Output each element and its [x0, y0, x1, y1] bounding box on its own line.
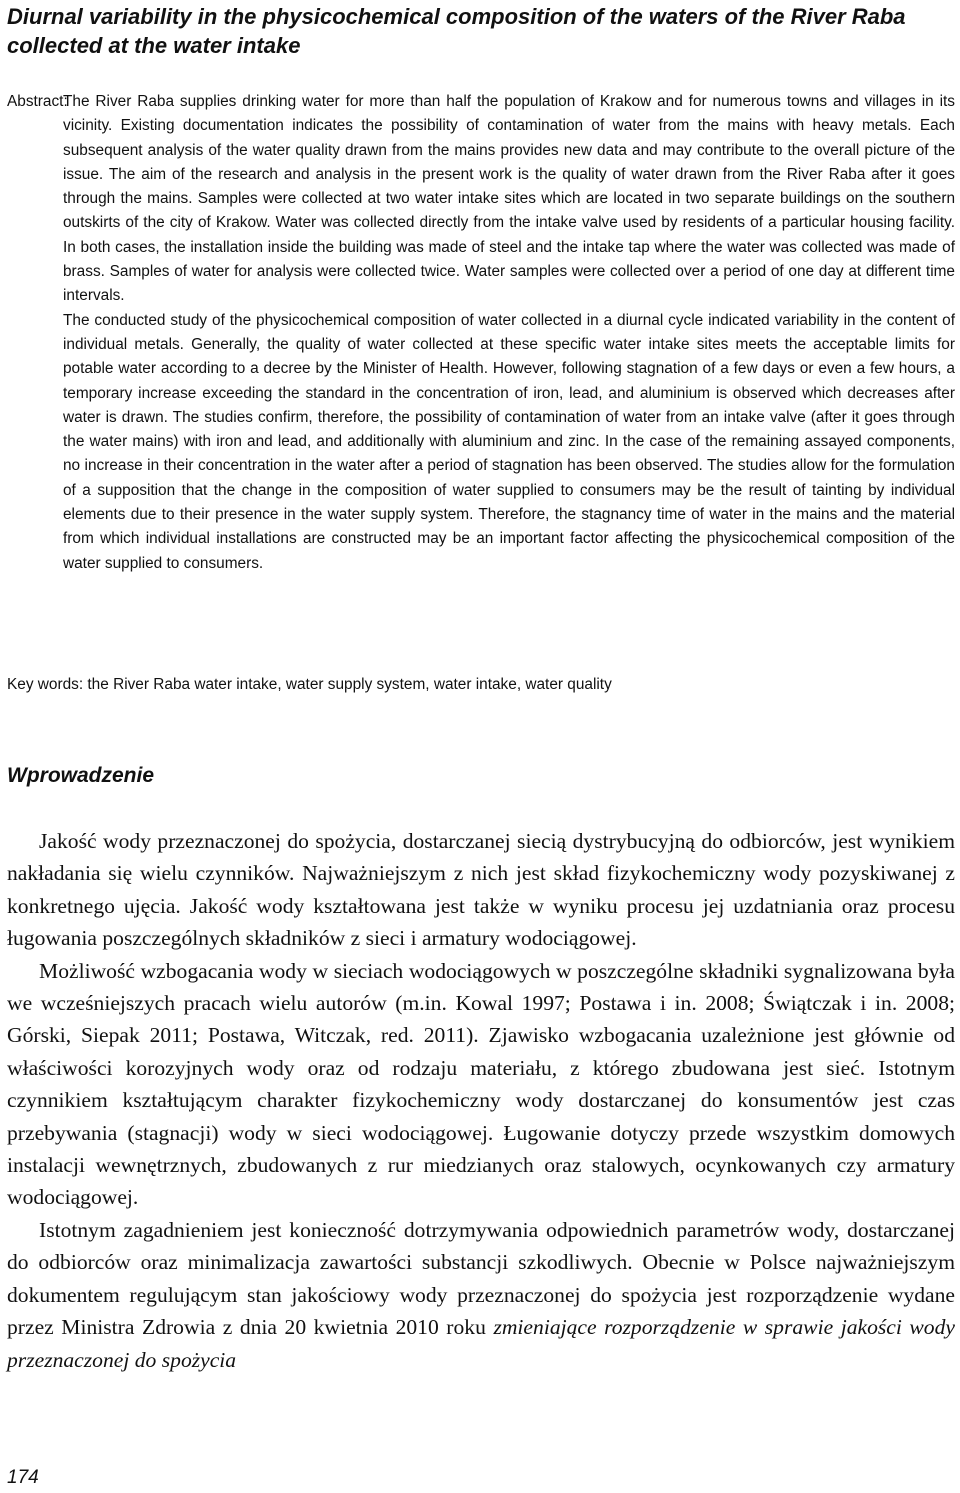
section-heading: Wprowadzenie: [7, 764, 155, 787]
body-paragraph-3: [7, 1214, 955, 1376]
body-paragraph-1: Jakość wody przeznaczonej do spożycia, dostarczanej siecią dystrybucyjną do odbiorców, jest wynikiem nakładania się wielu czynników. Najważniejszym z nich jest skład fizykochemiczny wody pozyskiwanej z konkretnego ujęcia. Jakość wody kształtowana jest także w wyniku procesu jej uzdatniania oraz procesu ługowania poszczególnych składników z sieci i armatury wodociągowej.: [7, 829, 955, 951]
abstract-paragraph-1: The River Raba supplies drinking water for more than half the population of Krakow and for numerous towns and villages in its vicinity. Existing documentation indicates the possibility of contamination of water from the mains with heavy metals. Each subsequent analysis of the water quality drawn from the mains provides new data and may contribute to the overall picture of the issue. The aim of the research and analysis in the present work is the quality of water drawn from the River Raba after it goes through the mains. Samples were collected at two water intake sites which are located in two separate buildings on the southern outskirts of the city of Krakow. Water was collected directly from the intake valve used by residents of a particular housing facility. In both cases, the installation inside the building was made of steel and the intake tap where the water was collected was made of brass. Samples of water for analysis were collected twice. Water samples were collected over a period of one day at different time intervals.: [63, 93, 955, 305]
section-body: [7, 825, 955, 1376]
keywords-line: Key words: the River Raba water intake, water supply system, water intake, water quality: [7, 676, 612, 693]
abstract-label: Abstract:: [7, 93, 68, 110]
abstract-body: [63, 90, 955, 576]
article-title: Diurnal variability in the physicochemical composition of the waters of the River Raba collected at the water intake: [7, 4, 906, 58]
body-paragraph-3-italic: zmieniające rozporządzenie w sprawie jakości wody przeznaczonej do spożycia: [7, 1315, 955, 1372]
body-paragraph-2: Możliwość wzbogacania wody w sieciach wodociągowych w poszczególne składniki sygnalizowana była we wcześniejszych pracach wielu autorów (m.in. Kowal 1997; Postawa i in. 2008; Świątczak i in. 2008; Górski, Siepak 2011; Postawa, Witczak, red. 2011). Zjawisko wzbogacania uzależnione jest głównie od właściwości korozyjnych wody oraz od rodzaju materiału, z którego zbudowana jest sieć. Istotnym czynnikiem kształtującym charakter fizykochemiczny wody dostarczanej do konsumentów jest czas przebywania (stagnacji) wody w sieci wodociągowej. Ługowanie dotyczy przede wszystkim domowych instalacji wewnętrznych, zbudowanych z rur miedzianych oraz stalowych, ocynkowanych czy armatury wodociągowej.: [7, 958, 955, 1210]
abstract-paragraph-2: The conducted study of the physicochemical composition of water collected in a diurnal cycle indicated variability in the content of individual metals. Generally, the quality of water collected at these specific water intake sites meets the acceptable limits for potable water according to a decree by the Minister of Health. However, following stagnation of a few days or even a few hours, a temporary increase exceeding the standard in the concentration of iron, lead, and aluminium is observed which decreases after water is drawn. The studies confirm, therefore, the possibility of contamination of water from an intake valve (after it goes through the water mains) with iron and lead, and additionally with aluminium and zinc. In the case of the remaining assayed components, no increase in their concentration in the water after a period of stagnation has been observed. The studies allow for the formulation of a supposition that the change in the composition of water supplied to consumers may be the result of tainting by individual elements due to their presence in the water supply system. Therefore, the stagnancy time of water in the mains and the material from which individual installations are constructed may be an important factor affecting the physicochemical composition of the water supplied to consumers.: [63, 311, 955, 572]
body-paragraph-3-text: Istotnym zagadnieniem jest konieczność dotrzymywania odpowiednich parametrów wody, dostarczanej do odbiorców oraz minimalizacja zawartości substancji szkodliwych. Obecnie w Polsce najważniejszym dokumentem regulującym stan jakościowy wody przeznaczonej do spożycia jest rozporządzenie wydane przez Ministra Zdrowia z dnia 20 kwietnia 2010 roku: [7, 1217, 955, 1340]
page-number: 174: [7, 1467, 39, 1488]
abstract-block: [7, 90, 955, 576]
